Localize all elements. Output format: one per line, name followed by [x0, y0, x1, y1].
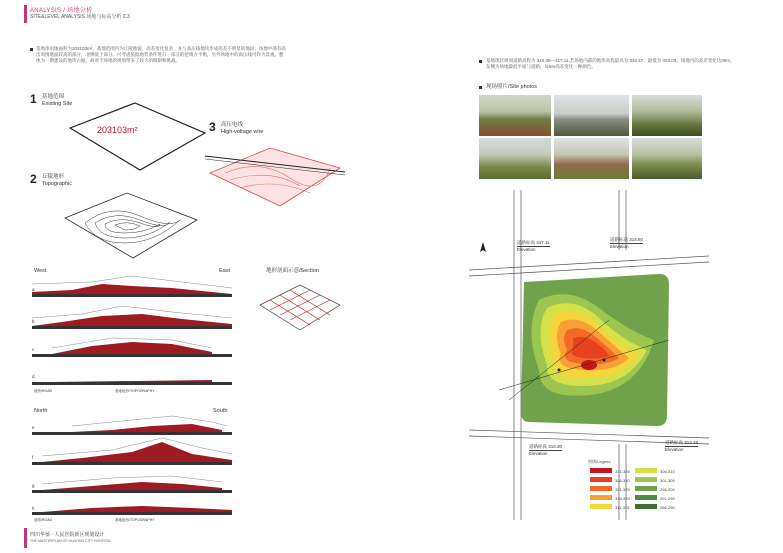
- east-west-sections: [32, 274, 237, 394]
- elevation-label-ne: 道路标高 314.60 Elevation: [610, 237, 644, 249]
- header-accent-bar: [24, 5, 27, 23]
- legend-swatch: [590, 495, 612, 500]
- legend-swatch: [635, 486, 657, 491]
- step-1-cn: 基地范围: [42, 94, 65, 100]
- section-letter-d: d: [32, 374, 35, 379]
- footer-accent-bar: [24, 528, 27, 548]
- section-letter-c: c: [32, 347, 35, 352]
- site-photo-3: [632, 95, 702, 136]
- section-letter-f: f: [32, 455, 34, 460]
- north-label: North: [34, 408, 48, 414]
- legend-label: 331-335: [615, 468, 630, 474]
- south-label: South: [213, 408, 228, 414]
- left-intro-text: 基地净用地面积为203103m²。基地范围内为丘陵地貌，高差变化复杂，并与高压线地块形成高差不明显的地段；场地中部有高出周围地面较高的部分，北侧低于部分。可考虑依据地势条件进行一部分的挖填方平衡，另外场地中的高压线可作为景观。整体为一期建设的地块占据，故对于场地的规划带来了较大的限制和挑战。: [36, 46, 286, 63]
- step-1-en: Existing Site: [42, 101, 73, 107]
- site-photo-5: [554, 138, 629, 179]
- section-letter-g: g: [32, 483, 35, 488]
- existing-site-diagram: [60, 98, 210, 178]
- bullet-icon: [479, 60, 482, 63]
- site-area-value: 203103m²: [97, 125, 138, 135]
- site-photo-1: [479, 95, 551, 136]
- legend-title: 图例/Legend: [588, 459, 611, 464]
- step-1-number: 1: [30, 92, 37, 106]
- photos-title: 现场照片/Site photos: [486, 84, 538, 90]
- elevation-label-se: 道路标高 313.28 Elevation: [665, 440, 699, 452]
- step-2-label: [42, 174, 72, 188]
- site-photo-4: [479, 138, 551, 179]
- section-key-title: 地形剖面示意/Section: [266, 268, 319, 274]
- section-key-diagram: [255, 280, 345, 340]
- step-2-en: Topographic: [42, 181, 72, 187]
- bullet-icon: [479, 86, 482, 89]
- legend-label: 311-315: [615, 504, 630, 510]
- footer-title: 四川华蓥 · 人民医院新区规划设计: [30, 532, 105, 538]
- legend-label: 286-290: [660, 504, 675, 510]
- step-3-en: High-voltage wire: [221, 129, 264, 135]
- legend-label: 296-300: [660, 486, 675, 492]
- section-letter-b: b: [32, 319, 35, 324]
- topo-label-1: 基地地形/TOPOGRAPHY: [115, 389, 155, 393]
- legend-label: 316-320: [615, 495, 630, 501]
- legend-swatch: [635, 477, 657, 482]
- legend-label: 326-330: [615, 477, 630, 483]
- road-label-2: 道路/ROAD: [34, 518, 53, 522]
- legend-swatch: [590, 486, 612, 491]
- section-letter-a: a: [32, 287, 35, 292]
- step-2-cn: 丘陵地形: [42, 174, 65, 180]
- north-south-sections: [32, 412, 237, 522]
- right-intro-text: 基地现状规划道路高程为 310.30—317.11,若场地内部的地形高程最高为 333.17，最低为 303.03。场地内的高差变化达30m。东侧为场地最低平面与道路，每5m高差变化一种颜色。: [486, 58, 735, 69]
- step-3-number: 3: [209, 120, 216, 134]
- page-subtitle: SITE&LEVEL ANALYSIS 场地与标高分析 2.3: [30, 14, 130, 20]
- legend-swatch: [590, 477, 612, 482]
- step-3-label: [221, 122, 264, 136]
- legend-label: 306-310: [660, 468, 675, 474]
- topographic-diagram: [55, 188, 205, 263]
- section-letter-h: h: [32, 506, 35, 511]
- legend-label: 301-305: [660, 477, 675, 483]
- elevation-label-sw: 道路标高 310.30 Elevation: [529, 444, 563, 456]
- legend-swatch: [635, 468, 657, 473]
- elevation-label-nw: 道路标高 317.11 Elevation: [517, 240, 550, 252]
- east-label: East: [219, 268, 231, 274]
- footer-subtitle: THE MASTERPLAN OF HUAYING CITY HOSPITAL: [30, 539, 112, 543]
- section-letter-e: e: [32, 425, 35, 430]
- page-title: ANALYSIS / 场地分析: [30, 8, 93, 14]
- legend-swatch: [590, 468, 612, 473]
- road-label-1: 道路/ROAD: [34, 389, 53, 393]
- topo-label-2: 基地地形/TOPOGRAPHY: [115, 518, 155, 522]
- legend-swatch: [635, 504, 657, 509]
- legend-swatch: [635, 495, 657, 500]
- legend-swatch: [590, 504, 612, 509]
- legend-label: 321-325: [615, 486, 630, 492]
- step-3-cn: 高压电线: [221, 122, 244, 128]
- site-photo-6: [632, 138, 702, 179]
- site-photo-2: [554, 95, 629, 136]
- high-voltage-diagram: [200, 138, 350, 213]
- bullet-icon: [30, 48, 33, 51]
- step-2-number: 2: [30, 172, 37, 186]
- west-label: West: [34, 268, 47, 274]
- legend-label: 291-295: [660, 495, 675, 501]
